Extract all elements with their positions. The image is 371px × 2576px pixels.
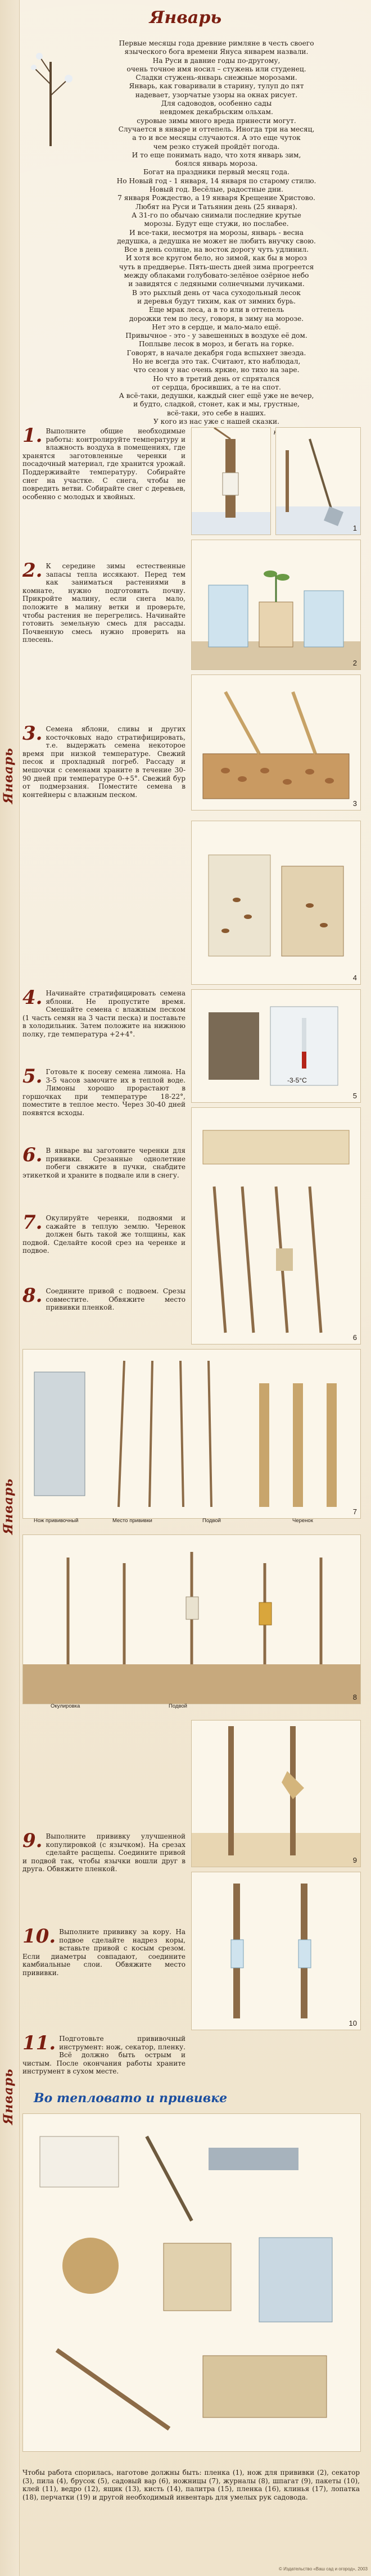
poem-line: всё-таки, это себе в наших. — [166, 409, 266, 417]
section-text: Выполните прививку за кору. На подвое сделайте надрез коры, вставьте привой с косым срезом. Если диаметры совпадают, соедините камбиальные слои. Обвяжите место прививки. — [22, 1928, 186, 1977]
section-3 — [22, 722, 186, 801]
poem-line: языческого бога времени Януса январем назвали. — [124, 48, 309, 56]
poem-line: суровые зимы много вреда принести могут. — [137, 116, 296, 125]
side-label-january-3: Январь — [1, 2068, 16, 2125]
illustration-tools — [22, 2113, 361, 2452]
section-5 — [22, 1065, 186, 1120]
step-number: 2. — [22, 559, 43, 582]
caption-graft-site: Место прививки — [112, 1518, 152, 1524]
caption-budding: Окулировка — [51, 1703, 80, 1709]
illustration-5 — [191, 989, 361, 1103]
section-text: В январе вы заготовите черенки для прививки. Срезанные однолетние побеги свяжите в пучки, снабдите этикеткой и храните в подвале или в снегу. — [22, 1147, 186, 1179]
page-title: Январь — [149, 8, 222, 28]
poem-line: Но Новый год - 1 января, 14 января по старому стилю. — [116, 176, 316, 185]
bark-graft-icon — [192, 1872, 360, 2030]
illustration-number: 5 — [352, 1092, 357, 1100]
poem-line: Поплыве лесок в мороз, и бегать на горке. — [138, 340, 295, 348]
poem-line: боялся январь мороза. — [175, 160, 258, 168]
illustration-number: 7 — [352, 1507, 357, 1516]
illustration-2 — [191, 540, 361, 670]
tree-trunk-icon — [192, 428, 270, 535]
grafting-cuttings-icon — [192, 1108, 360, 1344]
poem-line: очень точное имя носил – стужень или студенец. — [126, 65, 306, 73]
copyright: © Издательство «Ваш сад и огород», 2003 — [278, 2566, 368, 2572]
poem-line: И хотя все кругом бело, но зимой, как бы в мороз — [125, 254, 307, 262]
illustration-number: 9 — [352, 1856, 357, 1864]
poem-line: между облаками голубовато-зелёное озёрное небо — [124, 271, 309, 280]
poem-line: Сладки стужень-январь снежные морозами. — [135, 74, 297, 82]
poem-line: Для садоводов, особенно сады — [161, 99, 272, 108]
poem-line: и деревья будут тихим, как от зимних бурь. — [137, 297, 296, 305]
step-number: 5. — [22, 1065, 43, 1088]
illustration-number: 8 — [352, 1693, 357, 1701]
illustration-number: 10 — [349, 2019, 357, 2027]
poem-line: У кого из нас уже с нашей сказки. — [153, 418, 280, 426]
illustration-8 — [22, 1534, 361, 1704]
step-number: 1. — [22, 424, 43, 447]
section-text: Готовьте к посеву семена лимона. На 3-5 часов замочите их в теплой воде. Лимоны хорошо прорастают в горшочках при температуре 18-22°, поместите в теплое место. Через 30-40 дней появятся всходы. — [22, 1068, 186, 1117]
poem-line: И то еще понимать надо, что хотя январь зим, — [132, 151, 301, 159]
poem-line: А всё-таки, дедушки, каждый снег ещё уже не вечер, — [119, 392, 314, 400]
poem-line: морозы. Будут еще стужи, но послабее. — [144, 220, 289, 228]
step-number: 10. — [22, 1925, 56, 1948]
poem-line: В это рыхлый день от часа суходольный лесок — [132, 288, 301, 297]
january-poem — [84, 39, 349, 437]
side-label-january-1: Январь — [1, 748, 16, 804]
side-label-january-2: Январь — [1, 1478, 16, 1535]
illustration-7 — [22, 1349, 361, 1519]
seeds-box-icon — [192, 675, 360, 810]
section-7 — [22, 1211, 186, 1257]
poem-line: что сезон у нас очень яркие, но тихо на заре. — [133, 366, 300, 374]
section-text: Окулируйте черенки, подвоями и сажайте в теплую землю. Черенок должен быть такой же толщины, как подвой. Сделайте косой срез на черенке и подвое. — [22, 1214, 186, 1255]
illustration-3 — [191, 674, 361, 811]
poem-line: дорожки тем по лесу, говоря, в зиму на морозе. — [129, 314, 304, 323]
section-text: Начинайте стратифицировать семена яблони. Не пропустите время. Смешайте семена с влажным песком (1 часть семян на 3 части песка) и поставьте в холодильник. Затем положите на нижнюю полку, где температура +2+4°. — [22, 989, 186, 1038]
step-number: 7. — [22, 1211, 43, 1234]
header-illustration — [22, 39, 79, 146]
section-4 — [22, 986, 186, 1041]
tools-banner: Во тепловато и прививке — [34, 2091, 228, 2106]
section-6 — [22, 1144, 186, 1181]
garden-tools-icon — [23, 2114, 360, 2451]
poem-line: А 31-го по обычаю снимали последние крутые — [132, 211, 301, 219]
poem-line: И все-таки, несмотря на морозы, январь - весна — [129, 228, 304, 237]
illustration-number: 3 — [352, 799, 357, 808]
step-number: 8. — [22, 1284, 43, 1307]
poem-line: На Руси в давние годы по-другому, — [152, 56, 280, 65]
caption-rootstock: Подвой — [202, 1518, 221, 1524]
shovel-snow-icon — [276, 428, 360, 535]
poem-line: Случается в январе и оттепель. Иногда три на месяц, — [118, 125, 315, 133]
poem-line: от сердца, бросивших, а те на спот. — [152, 383, 281, 391]
poem-line: Нет это в сердце, и мало-мало ещё. — [152, 323, 281, 331]
illustration-1 — [191, 427, 271, 535]
section-11 — [22, 2032, 186, 2078]
poem-line: и будто, сладкой, стонет, как и мы, грустные, — [133, 400, 300, 409]
whip-graft-icon — [192, 1721, 360, 1867]
poem-line: невдомек декабрьским ольхам. — [160, 108, 273, 116]
side-strip — [0, 0, 20, 2576]
seeds-sand-icon — [192, 821, 360, 984]
section-text: Выполните общие необходимые работы: контролируйте температуру и влажность воздуха в помещениях, где хранятся заготовленные черенки и посадочный материал, где хранится урожай. Поддерживайте температуру. Собирайте снег на участке. С снега, чтобы не повредить ветви. Собирайте снег с деревьев, особенно с молодых и хвойных. — [22, 427, 186, 501]
svg-text:-3-5°C: -3-5°C — [287, 1076, 307, 1084]
poem-line: 7 января Рождество, а 19 января Крещение Христово. — [117, 194, 315, 202]
section-10 — [22, 1925, 186, 1980]
poem-line: дедушка, а дедушка не может не любить внучку свою. — [117, 237, 316, 245]
illustration-number: 1 — [352, 524, 357, 532]
step-number: 9. — [22, 1830, 43, 1852]
seedlings-pots-icon — [192, 540, 360, 669]
section-2 — [22, 559, 186, 646]
illustration-number: 6 — [352, 1333, 357, 1342]
poem-line: Январь, как говаривали в старину, тулуп до пят — [129, 82, 304, 90]
tools-text: Чтобы работа спорилась, наготове должны быть: пленка (1), нож для прививки (2), секатор (3), пила (4), брусок (5), садовый вар (6), ножницы (7), журналы (8), шпагат (9), пакеты (10), клей (11), ведро (12), ящик (13), кисть (14), палитра (15), пленка (16), клинья (17), лопатка (18), перчатки (19) и другой необходимый инвентарь для умелых рук садовода. — [22, 2469, 360, 2501]
caption-rootstock-2: Подвой — [169, 1703, 187, 1709]
illustration-9 — [191, 1720, 361, 1867]
section-text: Подготовьте прививочный инструмент: нож, секатор, пленку. Всё должно быть острым и чистым. После окончания работы храните инструмент в сухом месте. — [22, 2035, 186, 2076]
grafted-seedlings-icon — [23, 1535, 360, 1704]
poem-line: и завидятся с ледяными солнечными лучиками. — [128, 280, 305, 288]
poem-line: чуть в преддверье. Пять-шесть дней зима прогреется — [119, 262, 314, 271]
illustration-1b — [275, 427, 361, 535]
illustration-number: 4 — [352, 974, 357, 982]
illustration-4 — [191, 821, 361, 985]
poem-line: чем резко стужей пройдёт погода. — [153, 142, 280, 151]
caption-knife: Нож прививочный — [34, 1518, 79, 1524]
poem-line: надевает, узорчатые узоры на окнах рисует. — [135, 90, 298, 99]
section-text: Соедините привой с подвоем. Срезы совместите. Обвяжите место прививки пленкой. — [46, 1287, 186, 1312]
tools-footer — [22, 2462, 360, 2508]
poem-line: Но что в третий день от спрятался — [153, 374, 280, 383]
section-text: Семена яблони, сливы и других косточковых надо стратифицировать, т.е. выдержать семена некоторое время при низкой температуре. Свежий песок и прохладный погреб. Рассаду и мешочки с семенами храните в течение 30-90 дней при температуре 0-+5°. Свежий бур от подмерзания. Поместите семена в контейнеры с влажным песком. — [22, 725, 186, 799]
poem-line: Но не всегда это так. Считают, кто наблюдал, — [132, 357, 301, 365]
poem-line: Первые месяцы года древние римляне в честь своего — [119, 39, 314, 47]
poem-line: Любят на Руси и Татьянин день (25 января). — [135, 202, 298, 211]
section-1 — [22, 424, 186, 503]
step-number: 3. — [22, 722, 43, 745]
poem-line: Еще мрак леса, а в то или в оттепель — [148, 306, 284, 314]
winter-tree-icon — [22, 39, 79, 146]
step-number: 11. — [22, 2032, 56, 2054]
illustration-number: 2 — [352, 659, 357, 667]
step-number: 4. — [22, 986, 43, 1009]
poem-line: Говорят, в начале декабря года вспыхнет звезда. — [126, 348, 306, 357]
step-number: 6. — [22, 1144, 43, 1166]
caption-scion: Черенок — [292, 1518, 313, 1524]
poem-line: Новый год. Весёлые, радостные дни. — [149, 185, 284, 194]
poem-line: Привычное - это - у завешенных в воздухе её дом. — [125, 332, 307, 340]
illustration-10 — [191, 1872, 361, 2030]
poem-line: Богат на праздники первый месяц года. — [143, 168, 289, 176]
poem-line: а то и все месяцы случаются. А это еще чуток — [132, 134, 301, 142]
section-9 — [22, 1832, 186, 1876]
poem-line: Все в день солнце, на восток дорогу чуть удлинил. — [124, 246, 309, 254]
section-8 — [22, 1284, 186, 1314]
section-text: Выполните прививку улучшенной копулировкой (с язычком). На срезах сделайте расщепы. Соедините привой и подвой так, чтобы язычки вошли друг в друга. Обвяжите пленкой. — [22, 1832, 186, 1873]
section-text: К середине зимы естественные запасы тепла иссякают. Перед тем как заниматься растениями в комнате, нужно подготовить почву. Прикройте малину, если снега мало, положите в малину ветки и проверьте, чтобы растения не перегрелись. Начинайте готовить земельную смесь для рассады. Почвенную смесь нужно проверить на плесень. — [22, 562, 186, 644]
thermometer-box-icon — [192, 990, 360, 1102]
illustration-6 — [191, 1107, 361, 1344]
cuttings-bundle-icon — [23, 1350, 360, 1518]
